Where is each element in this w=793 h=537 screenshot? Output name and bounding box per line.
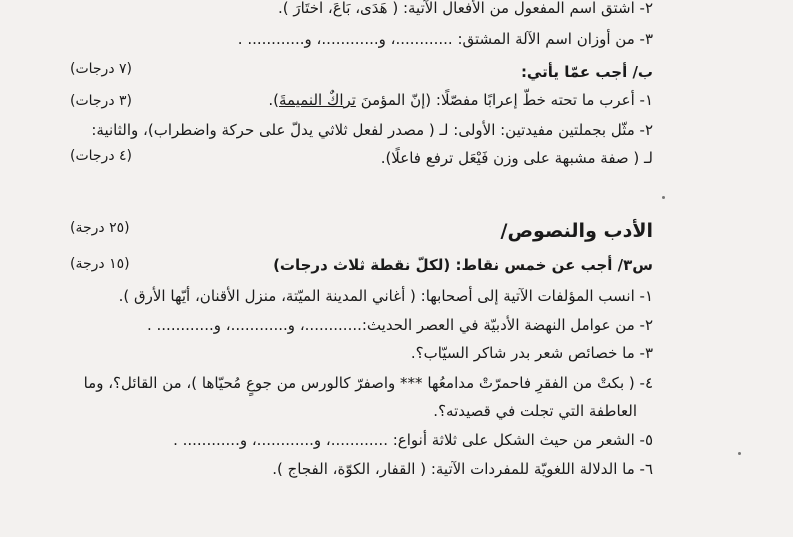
part-b-marks: (٧ درجات)	[70, 61, 133, 77]
question-3-item-3: ٣- ما خصائص شعر بدر شاكر السيّاب؟.	[410, 344, 653, 362]
part-b-question-1-marks: (٣ درجات)	[70, 93, 133, 109]
part-b-question-2-line-2: لـ ( صفة مشبهة على وزن فَيْعَل ترفع فاعلًا).	[380, 149, 653, 167]
question-3-marks: (١٥ درجة)	[70, 256, 130, 272]
question-3-item-4: ٤- ( بكتْ من الفقرِ فاحمرّتْ مدامعُها *** واصفرّ كالورس من جوعٍ مُحيّاها )، من القائل؟، وما	[83, 374, 653, 392]
part-b-title: ب/ أجب عمّا يأتي:	[520, 63, 653, 81]
part-a-question-2: ٢- اشتق اسم المفعول من الأفعال الآتية: ( هَدَى، بَاعَ، اختَارَ ).	[277, 0, 653, 17]
section-marks: (٢٥ درجة)	[70, 220, 130, 236]
question-3-item-1: ١- انسب المؤلفات الآتية إلى أصحابها: ( أغاني المدينة الميّتة، منزل الأقنان، أيّها الأرق ).	[118, 287, 653, 305]
part-b-question-2-line-1: ٢- مثّل بجملتين مفيدتين: الأولى: لـ ( مصدر لفعل ثلاثي يدلّ على حركة واضطراب)، والثانية:	[91, 121, 653, 139]
section-title: الأدب والنصوص/	[500, 220, 653, 242]
question-1-text: ١- أعرب ما تحته خطّ إعرابًا مفصّلًا: (إنّ المؤمنَ	[355, 91, 653, 109]
part-b-question-2-marks: (٤ درجات)	[70, 148, 133, 164]
part-a-question-3: ٣- من أوزان اسم الآلة المشتق: ............، و............، و............ .	[237, 30, 653, 48]
question-3-title: س٣/ أجب عن خمس نقاط: (لكلّ نقطة ثلاث درجات)	[273, 256, 653, 274]
question-3-item-4-continuation: العاطفة التي تجلت في قصيدته؟.	[433, 402, 637, 420]
question-3-item-6: ٦- ما الدلالة اللغويّة للمفردات الآتية: ( القفار، الكوّة، الفجاج ).	[272, 460, 653, 478]
question-1-underlined-phrase: تراكٌ النميمةَ	[279, 91, 356, 109]
question-3-item-2: ٢- من عوامل النهضة الأدبيّة في العصر الحديث:............، و............، و............ .	[146, 316, 653, 334]
paper-speck	[738, 452, 741, 455]
paper-speck	[662, 196, 665, 199]
question-3-item-5: ٥- الشعر من حيث الشكل على ثلاثة أنواع: ............، و............، و............ .	[173, 431, 653, 449]
question-1-end: ).	[268, 91, 280, 109]
part-b-question-1	[268, 90, 653, 110]
